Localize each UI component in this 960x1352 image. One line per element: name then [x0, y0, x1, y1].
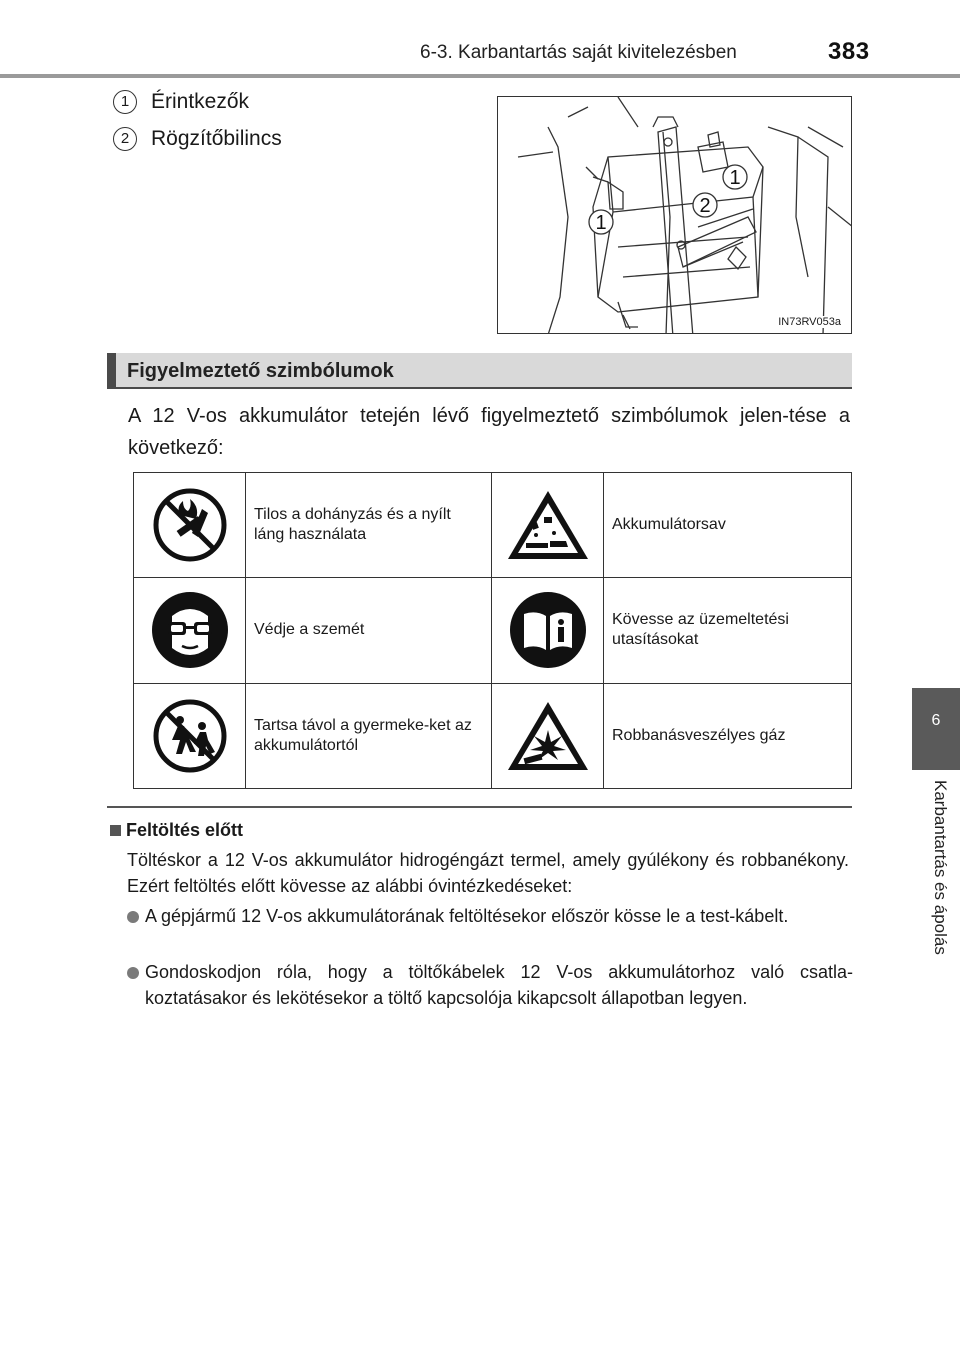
eye-protection-icon [150, 590, 230, 670]
legend-label: Rögzítőbilincs [151, 127, 282, 150]
symbol-cell [134, 578, 246, 683]
header-rule [0, 74, 960, 78]
section-bar-underline [107, 387, 852, 389]
list-item [127, 959, 853, 1011]
page-number: 383 [828, 38, 870, 65]
battery-illustration [497, 96, 852, 334]
list-item [127, 903, 853, 929]
battery-drawing [498, 97, 852, 334]
symbol-label: Védje a szemét [246, 578, 492, 683]
symbol-cell [492, 473, 604, 578]
no-smoking-icon [150, 485, 230, 565]
figure-code: IN73RV053a [778, 316, 841, 328]
section-divider [107, 806, 852, 808]
section-intro: A 12 V-os akkumulátor tetején lévő figyelmeztető szimbólumok jelen-tése a következő: [128, 405, 850, 459]
figure-callout: 1 [595, 212, 607, 234]
keep-children-away-icon [150, 696, 230, 776]
charging-heading-text: Feltöltés előtt [126, 820, 244, 840]
symbol-label: Tartsa távol a gyermeke-ket az akkumulátortól [246, 683, 492, 788]
charging-heading [110, 820, 243, 841]
table-row [134, 683, 852, 788]
legend-number: 2 [113, 127, 137, 151]
symbol-label: Kövesse az üzemeltetési utasításokat [604, 578, 852, 683]
bullet-dot-icon [127, 911, 139, 923]
legend-item-2 [113, 127, 282, 151]
legend-number: 1 [113, 90, 137, 114]
explosive-gas-icon [504, 698, 592, 774]
battery-acid-icon [504, 487, 592, 563]
figure-callout: 1 [729, 167, 741, 189]
table-row [134, 578, 852, 683]
section-title: Figyelmeztető szimbólumok [127, 360, 394, 382]
bullet-dot-icon [127, 967, 139, 979]
bullet-text: A gépjármű 12 V-os akkumulátorának feltöltésekor először kösse le a test-kábelt. [145, 906, 789, 926]
symbol-cell [492, 683, 604, 788]
chapter-tab: 6 [912, 688, 960, 770]
chapter-side-label: Karbantartás és ápolás [931, 780, 950, 955]
section-bar-accent [107, 353, 116, 388]
figure-callout: 2 [699, 195, 711, 217]
table-row [134, 473, 852, 578]
read-manual-icon [508, 590, 588, 670]
header-section-title: 6-3. Karbantartás saját kivitelezésben [420, 42, 737, 63]
warning-symbols-table [133, 472, 852, 789]
square-bullet-icon [110, 825, 121, 836]
symbol-cell [134, 683, 246, 788]
bullet-text: Gondoskodjon róla, hogy a töltőkábelek 12 V-os akkumulátorhoz való csatla-koztatásakor és lekötésekor a töltő kapcsolója kikapcsolt állapotban legyen. [145, 962, 853, 1008]
legend-item-1 [113, 90, 249, 114]
symbol-label: Akkumulátorsav [604, 473, 852, 578]
charging-text: Töltéskor a 12 V-os akkumulátor hidrogéngázt termel, amely gyúlékony és robbanékony. Ezért feltöltés előtt kövesse az alábbi óvintézkedéseket: [127, 850, 849, 896]
legend-label: Érintkezők [151, 90, 250, 113]
symbol-label: Tilos a dohányzás és a nyílt láng használata [246, 473, 492, 578]
symbol-cell [492, 578, 604, 683]
symbol-cell [134, 473, 246, 578]
symbol-label: Robbanásveszélyes gáz [604, 683, 852, 788]
